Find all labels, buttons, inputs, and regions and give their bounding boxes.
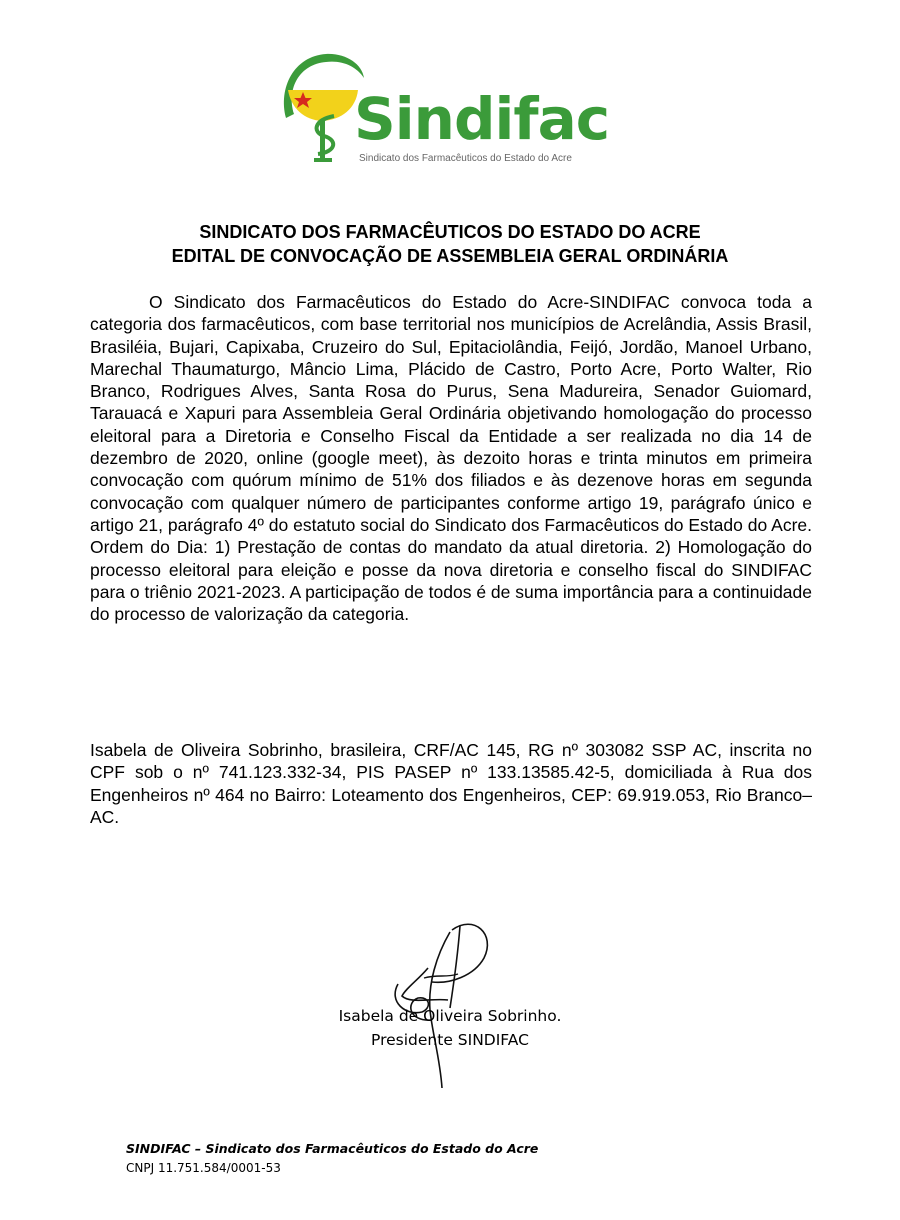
logo-tagline: Sindicato dos Farmacêuticos do Estado do Acre [359, 153, 572, 164]
identification-paragraph: Isabela de Oliveira Sobrinho, brasileira, CRF/AC 145, RG nº 303082 SSP AC, inscrita no CPF sob o nº 741.123.332-34, PIS PASEP nº 133.13585.42-5, domiciliada à Rua dos Engenheiros nº 464 no Bairro: Loteamento dos Engenheiros, CEP: 69.919.053, Rio Branco–AC. [90, 740, 812, 827]
document-heading-line1: SINDICATO DOS FARMACÊUTICOS DO ESTADO DO ACRE [199, 222, 701, 242]
footer-organization: SINDIFAC – Sindicato dos Farmacêuticos do Estado do Acre [126, 1141, 539, 1156]
convocation-paragraph: O Sindicato dos Farmacêuticos do Estado do Acre-SINDIFAC convoca toda a categoria dos farmacêuticos, com base territorial nos municípios de Acrelândia, Assis Brasil, Brasiléia, Bujari, Capixaba, Cruzeiro do Sul, Epitaciolândia, Feijó, Jordão, Manoel Urbano, Marechal Thaumaturgo, Mâncio Lima, Plácido de Castro, Porto Acre, Porto Walter, Rio Branco, Rodrigues Alves, Santa Rosa do Purus, Sena Madureira, Senador Guiomard, Tarauacá e Xapuri para Assembleia Geral Ordinária objetivando homologação do processo eleitoral para a Diretoria e Conselho Fiscal da Entidade a ser realizada no dia 14 de dezembro de 2020, online (google meet), às dezoito horas e trinta minutos em primeira convocação com quórum mínimo de 51% dos filiados e às dezenove horas em segunda convocação com qualquer número de participantes conforme artigo 19, parágrafo único e artigo 21, parágrafo 4º do estatuto social do Sindicato dos Farmacêuticos do Estado do Acre. Ordem do Dia: 1) Prestação de contas do mandato da atual diretoria. 2) Homologação do processo eleitoral para eleição e posse da nova diretoria e conselho fiscal do SINDIFAC para o triênio 2021-2023. A participação de todos é de suma importância para a continuidade do processo de valorização da categoria. [90, 292, 812, 625]
signatory-name: Isabela de Oliveira Sobrinho. [338, 1007, 562, 1025]
sindifac-logo [276, 48, 621, 168]
handwritten-signature [388, 912, 508, 1090]
caduceus-bowl-icon [276, 48, 366, 166]
signatory-title: Presidente SINDIFAC [371, 1031, 529, 1049]
document-heading-line2: EDITAL DE CONVOCAÇÃO DE ASSEMBLEIA GERAL ORDINÁRIA [171, 246, 729, 266]
logo-wordmark: Sindifac [354, 85, 610, 153]
footer-cnpj: CNPJ 11.751.584/0001-53 [126, 1161, 281, 1175]
